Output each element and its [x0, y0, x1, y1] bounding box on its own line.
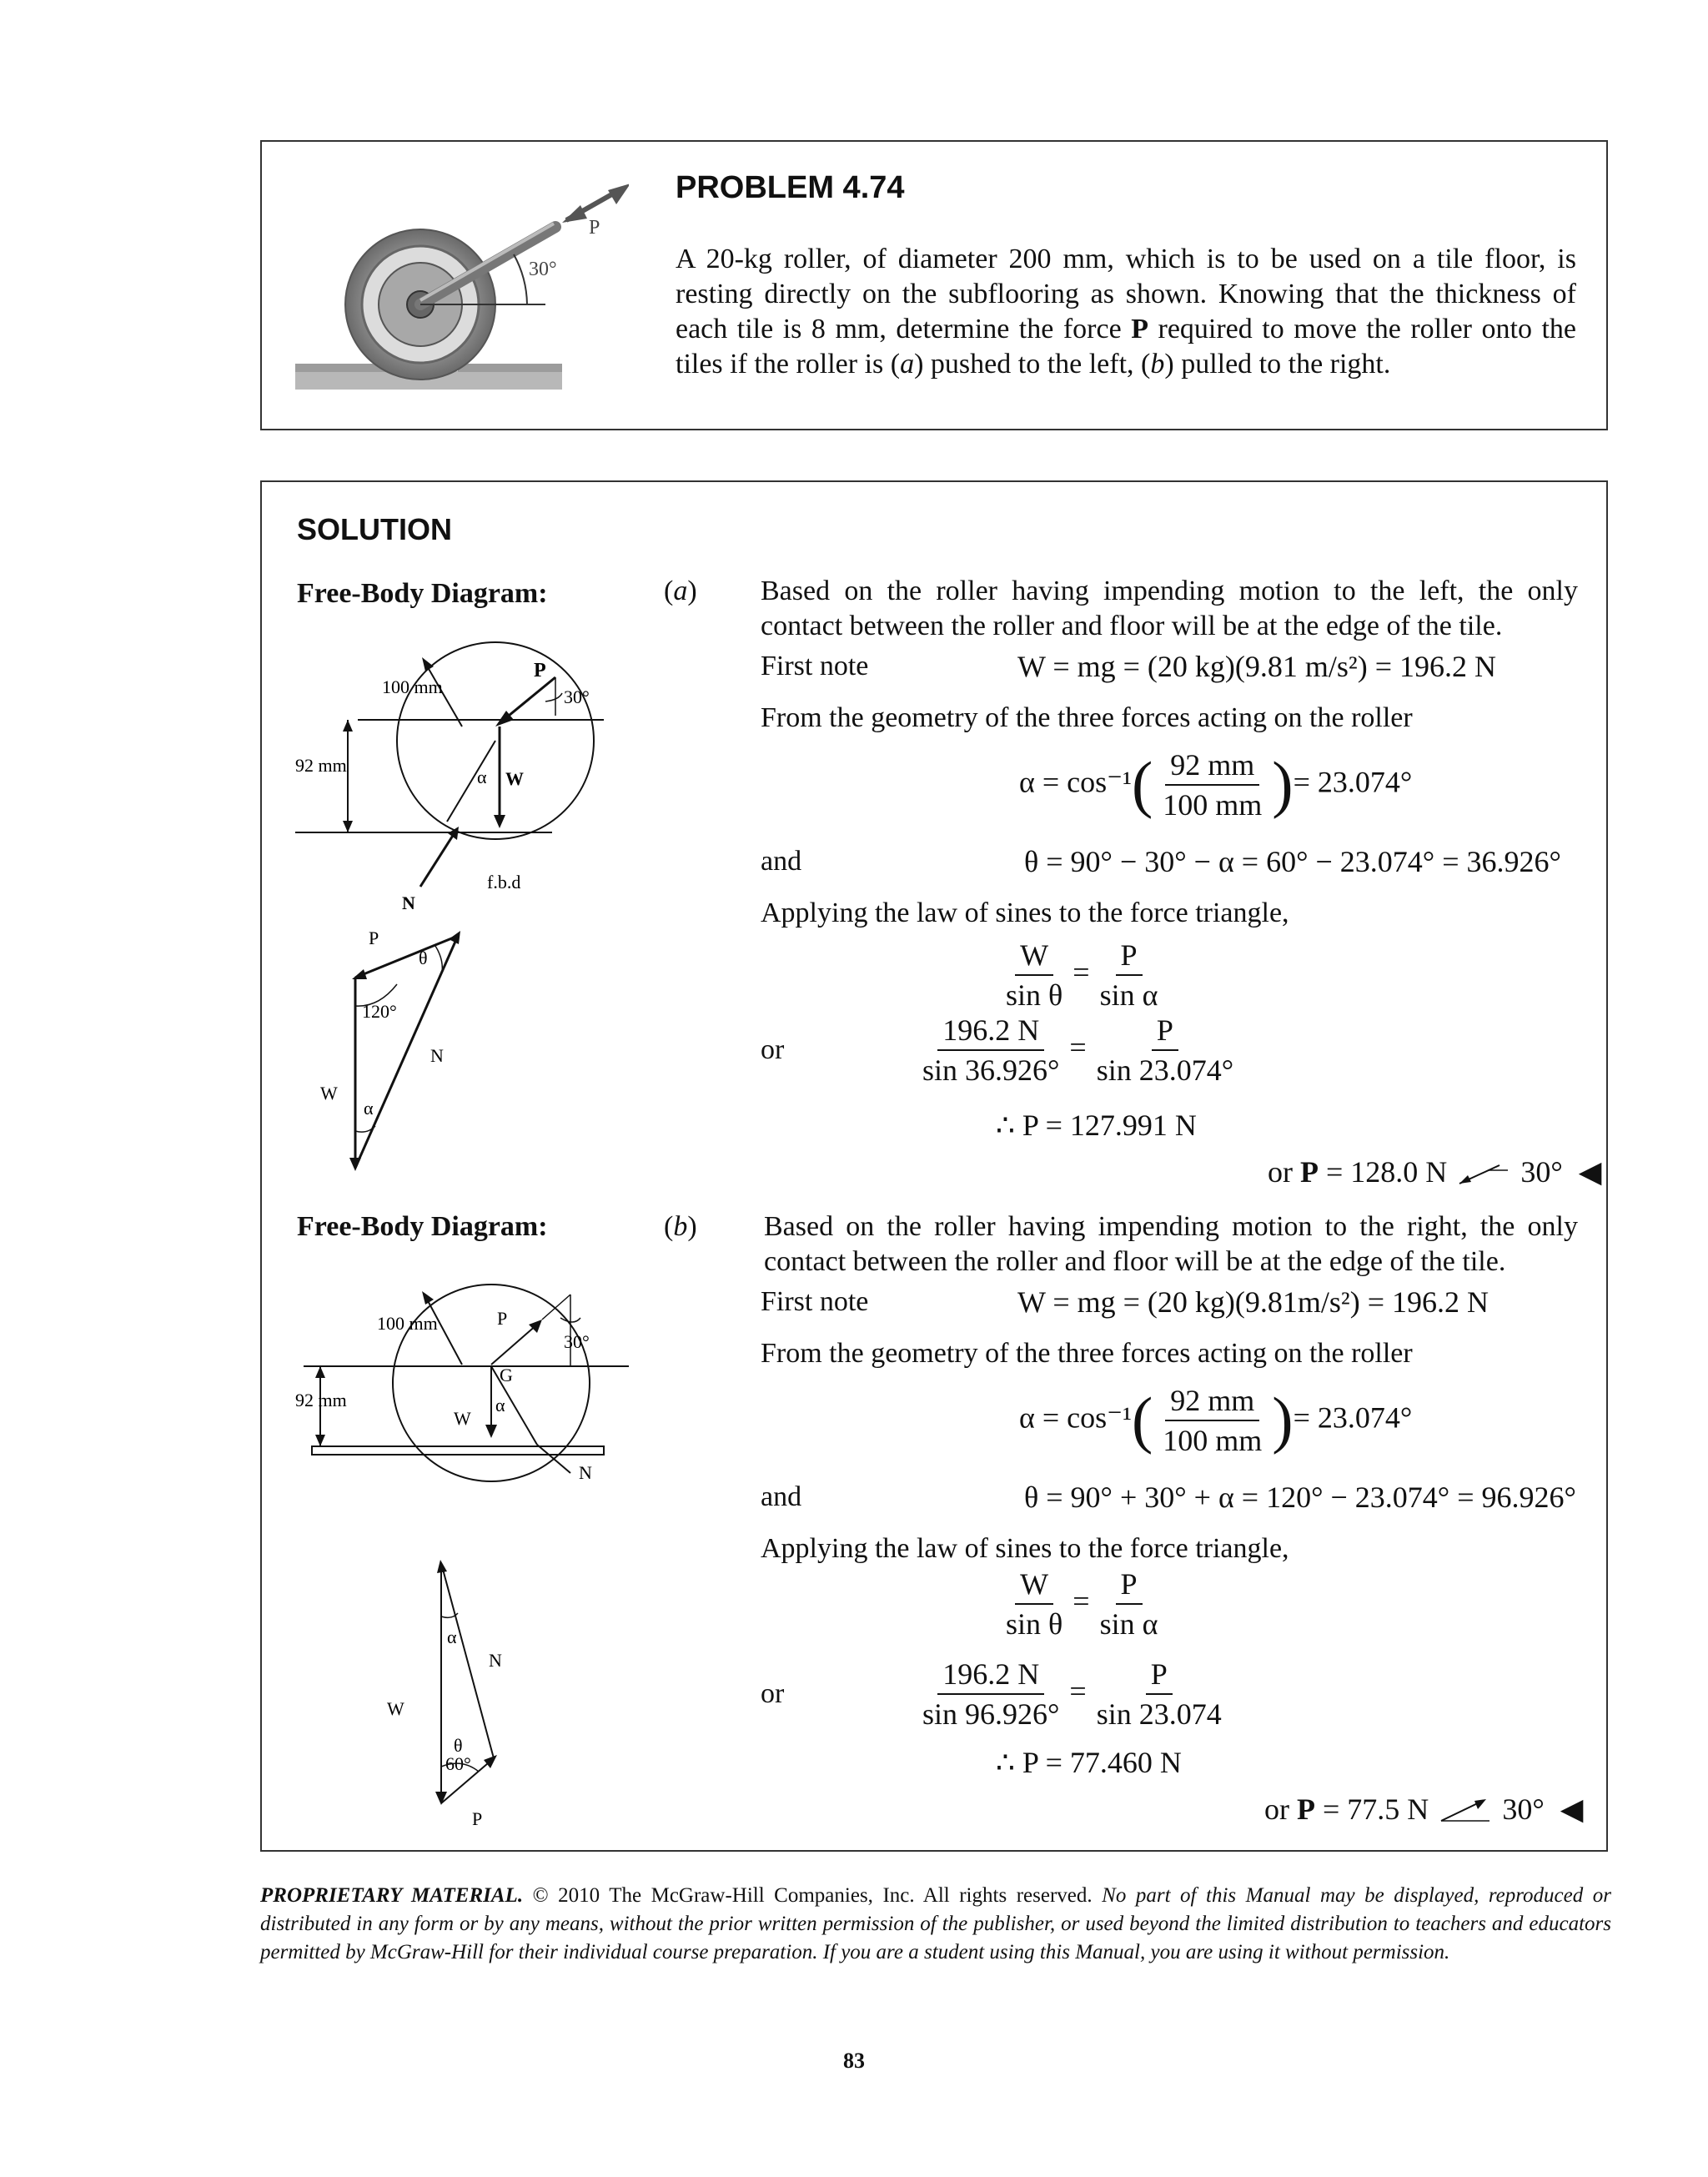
part-b-first-note: First note [761, 1286, 869, 1317]
alpha-lhs-b: α = cos⁻¹ [1019, 1400, 1132, 1435]
sines2-left-a [917, 1013, 1064, 1088]
tri-angle-label-a: 120° [362, 1001, 397, 1022]
g-label-b: G [500, 1365, 513, 1385]
n-label-b: N [579, 1462, 592, 1483]
p-extension-b [542, 1295, 570, 1320]
part-b-theta-eq: θ = 90° + 30° + α = 120° − 23.074° = 96.926° [1024, 1481, 1576, 1514]
statement-b: b [1150, 349, 1165, 380]
tri-w-label-a: W [320, 1083, 338, 1104]
part-b-sines-2: $\frac{196.2 N}{\sin 96.926^\circ}$ = $\frac{P}{\sin 23.074}$ [912, 1657, 1232, 1732]
force-triangle-a [320, 924, 537, 1179]
statement-a: a [900, 349, 915, 380]
sines2-num-l-a: 196.2 N [937, 1013, 1044, 1051]
statement-part-1: A 20-kg roller, of diameter 200 mm, which is to be used on a tile floor, is resting directly on the subflooring as shown. Knowing that the thickness of each tile is 8 mm, determine the force [676, 244, 1576, 344]
alpha-label-b: α [495, 1395, 505, 1415]
part-b-geometry: From the geometry of the three forces acting on the roller [761, 1338, 1413, 1369]
force-triangle-b [337, 1558, 537, 1825]
alpha-num-b: 92 mm [1165, 1383, 1259, 1421]
w-arrowhead-b [485, 1425, 497, 1438]
tri-alpha-label-a: α [364, 1098, 374, 1119]
tile-right [458, 364, 562, 372]
tri-theta-label-a: θ [419, 948, 428, 968]
sines1-num-r-b: P [1116, 1566, 1143, 1605]
radius-label-a: 100 mm [382, 676, 443, 697]
angle-label-b: 30° [564, 1331, 590, 1352]
solution-title: SOLUTION [297, 512, 452, 546]
sines2-den-l-b: sin 96.926° [922, 1697, 1060, 1731]
part-a-letter: a [673, 576, 688, 606]
part-a-alpha-eq: α = cos⁻¹( $\frac{92 mm}{100 mm}$ )= 23.074° [1019, 748, 1413, 822]
w-label-a: W [505, 768, 524, 789]
force-arrowhead-2 [608, 184, 629, 204]
footer-bold-label: PROPRIETARY MATERIAL. [260, 1884, 524, 1907]
part-b-answer [1264, 1792, 1583, 1829]
radius-label-b: 100 mm [377, 1313, 438, 1334]
radius-line-a [447, 741, 495, 822]
height-arrow-bot-b [315, 1435, 325, 1446]
sines2-num-r-b: P [1146, 1657, 1173, 1695]
ans-val-a: = 128.0 N [1319, 1155, 1448, 1189]
sines1-den-l-b: sin θ [1006, 1607, 1063, 1641]
part-b-or: or [761, 1678, 785, 1709]
fbd-caption-a: f.b.d [487, 872, 521, 892]
part-b-law: Applying the law of sines to the force triangle, [761, 1533, 1289, 1564]
sines2-right-a [1092, 1013, 1238, 1088]
radius-arrowhead-a [422, 657, 434, 671]
sines1-num-l-a: W [1015, 938, 1053, 976]
p-angle-arc-a [545, 693, 562, 701]
tri-theta-arc-a [435, 946, 442, 973]
statement-force: P [1131, 314, 1148, 344]
sines1-left-b [1001, 1566, 1068, 1642]
n-force-a [420, 832, 455, 887]
page-number: 83 [843, 2049, 865, 2073]
sines1-num-r-a: P [1116, 938, 1143, 976]
part-b-open: ( [664, 1211, 674, 1242]
problem-box [260, 140, 1608, 430]
sines2-left-b [917, 1657, 1064, 1732]
alpha-den-a: 100 mm [1163, 788, 1263, 822]
sines1-num-l-b: W [1015, 1566, 1053, 1605]
tri-w-label-b: W [387, 1698, 404, 1719]
fbd-diagram-a [295, 628, 662, 916]
tri-alpha-label-b: α [447, 1626, 457, 1647]
p-label-a: P [534, 660, 546, 681]
solution-box [260, 480, 1608, 1852]
tri-p-label-b: P [472, 1808, 483, 1825]
part-a-law: Applying the law of sines to the force triangle, [761, 897, 1289, 928]
part-a-and: and [761, 846, 802, 877]
part-b-therefore: ∴ P = 77.460 N [996, 1746, 1182, 1779]
alpha-den-b: 100 mm [1163, 1424, 1263, 1457]
ans-mark-b: ◀ [1560, 1792, 1584, 1826]
part-a-therefore: ∴ P = 127.991 N [996, 1109, 1197, 1142]
ans-angle-a: 30° [1520, 1155, 1563, 1189]
direction-icon-b [1436, 1796, 1494, 1829]
part-a-close: ) [687, 576, 697, 606]
part-a-sines-1: $\frac{W}{\text{sin θ}}$ = $\frac{P}{\text{sin α}}$ [996, 938, 1168, 1013]
p-label-b: P [497, 1308, 508, 1329]
sines1-den-l-a: sin θ [1006, 978, 1063, 1012]
statement-part-4: ) pulled to the right. [1164, 349, 1391, 380]
tri-p-arrowhead-b [484, 1755, 497, 1768]
part-b-intro: Based on the roller having impending motion to the right, the only contact between the roller and floor will be at the edge of the tile. [764, 1211, 1578, 1277]
part-a-open: ( [664, 576, 674, 606]
tri-n-side-b [441, 1563, 494, 1758]
footer-copyright: © 2010 The McGraw-Hill Companies, Inc. All rights reserved. [523, 1884, 1103, 1907]
part-b-close: ) [687, 1211, 697, 1242]
n-label-a: N [402, 892, 415, 913]
height-label-b: 92 mm [295, 1390, 347, 1410]
alpha-label-a: α [477, 767, 487, 787]
sines2-den-l-a: sin 36.926° [922, 1053, 1060, 1087]
height-arrow-bot-a [343, 821, 353, 832]
sines1-right-a [1095, 938, 1163, 1013]
fig-angle-label: 30° [529, 259, 557, 280]
sines2-den-r-b: sin 23.074 [1096, 1697, 1222, 1731]
part-b-and: and [761, 1481, 802, 1512]
ans-p-a: P [1300, 1155, 1319, 1189]
angle-arc [514, 254, 527, 304]
tri-p-label-a: P [369, 928, 379, 948]
footer-notice [260, 1882, 1611, 1967]
fbd-label-a: Free-Body Diagram: [297, 578, 548, 609]
part-b-sines-1: $\frac{W}{\text{sin θ}}$ = $\frac{P}{\text{sin α}}$ [996, 1566, 1168, 1642]
alpha-lhs-a: α = cos⁻¹ [1019, 765, 1132, 799]
sines2-num-r-a: P [1152, 1013, 1178, 1051]
ans-angle-b: 30° [1502, 1792, 1545, 1826]
sines1-den-r-b: sin α [1099, 1607, 1158, 1641]
part-a-theta-eq: θ = 90° − 30° − α = 60° − 23.074° = 36.926° [1024, 845, 1561, 878]
height-label-a: 92 mm [295, 755, 347, 776]
sines1-den-r-a: sin α [1099, 978, 1158, 1012]
part-a-answer [1268, 1154, 1601, 1192]
ans-val-b: = 77.5 N [1315, 1792, 1429, 1826]
w-label-b: W [454, 1408, 471, 1429]
sines2-den-r-a: sin 23.074° [1096, 1053, 1234, 1087]
fbd-label-b: Free-Body Diagram: [297, 1211, 548, 1242]
alpha-rhs-b: = 23.074° [1293, 1400, 1413, 1435]
part-a-intro: Based on the roller having impending motion to the left, the only contact between the roller and floor will be at the edge of the tile. [761, 576, 1578, 641]
tri-n-label-a: N [430, 1045, 444, 1066]
sines1-left-a [1001, 938, 1068, 1013]
alpha-frac-a [1158, 747, 1267, 822]
tri-n-arrowhead-b [437, 1560, 447, 1573]
fig-force-label: P [589, 217, 600, 239]
ans-p-b: P [1297, 1792, 1315, 1826]
p-force-b [491, 1325, 537, 1365]
part-a-geometry: From the geometry of the three forces acting on the roller [761, 702, 1413, 733]
sines2-right-b [1092, 1657, 1227, 1732]
tri-n-label-b: N [489, 1650, 502, 1671]
problem-statement [676, 242, 1576, 382]
alpha-rhs-a: = 23.074° [1293, 765, 1413, 799]
statement-part-2: required to move the roller onto the tiles if the roller is ( [676, 314, 1576, 380]
sines2-num-l-b: 196.2 N [937, 1657, 1044, 1695]
direction-icon-a [1454, 1159, 1513, 1192]
w-arrowhead-a [494, 815, 505, 828]
problem-title: PROBLEM 4.74 [676, 170, 905, 205]
part-a-first-note: First note [761, 651, 869, 681]
height-arrow-top-a [343, 720, 353, 732]
tri-angle-label-b: 60° [445, 1753, 471, 1774]
radius-arrowhead-b [422, 1291, 434, 1305]
fbd-diagram-b [295, 1266, 662, 1487]
alpha-num-a: 92 mm [1165, 747, 1259, 786]
roller-illustration [279, 158, 629, 425]
statement-part-3: ) pushed to the left, ( [914, 349, 1151, 380]
tile-left [295, 364, 387, 372]
footer-notice-text: No part of this Manual may be displayed, reproduced or distributed in any form or by any means, without the prior written permission of the publisher, or used beyond the limited distribution to teachers and educators permitted by McGraw-Hill for their individual course preparation. If you are a student using this Manual, you are using it without permission. [260, 1884, 1611, 1963]
ans-or-b: or [1264, 1792, 1297, 1826]
tri-theta-label-b: θ [454, 1735, 463, 1756]
part-a-sines-2: $\frac{196.2 N}{\sin 36.926^\circ}$ = $\frac{P}{\sin 23.074^\circ}$ [912, 1013, 1243, 1088]
ans-mark-a: ◀ [1578, 1155, 1602, 1189]
part-b-tag [664, 1209, 697, 1244]
height-arrow-top-b [315, 1366, 325, 1378]
alpha-frac-b [1158, 1383, 1267, 1458]
part-b-w-eq: W = mg = (20 kg)(9.81m/s²) = 196.2 N [1017, 1285, 1489, 1319]
n-force-b [537, 1445, 570, 1473]
part-b-letter: b [673, 1211, 688, 1242]
part-a-w-eq: W = mg = (20 kg)(9.81 m/s²) = 196.2 N [1017, 650, 1496, 683]
angle-label-a: 30° [564, 686, 590, 707]
part-a-tag [664, 574, 697, 609]
sines1-right-b [1095, 1566, 1163, 1642]
part-a-or: or [761, 1034, 785, 1065]
part-b-alpha-eq: α = cos⁻¹( $\frac{92 mm}{100 mm}$ )= 23.074° [1019, 1384, 1413, 1457]
ans-or-a: or [1268, 1155, 1300, 1189]
